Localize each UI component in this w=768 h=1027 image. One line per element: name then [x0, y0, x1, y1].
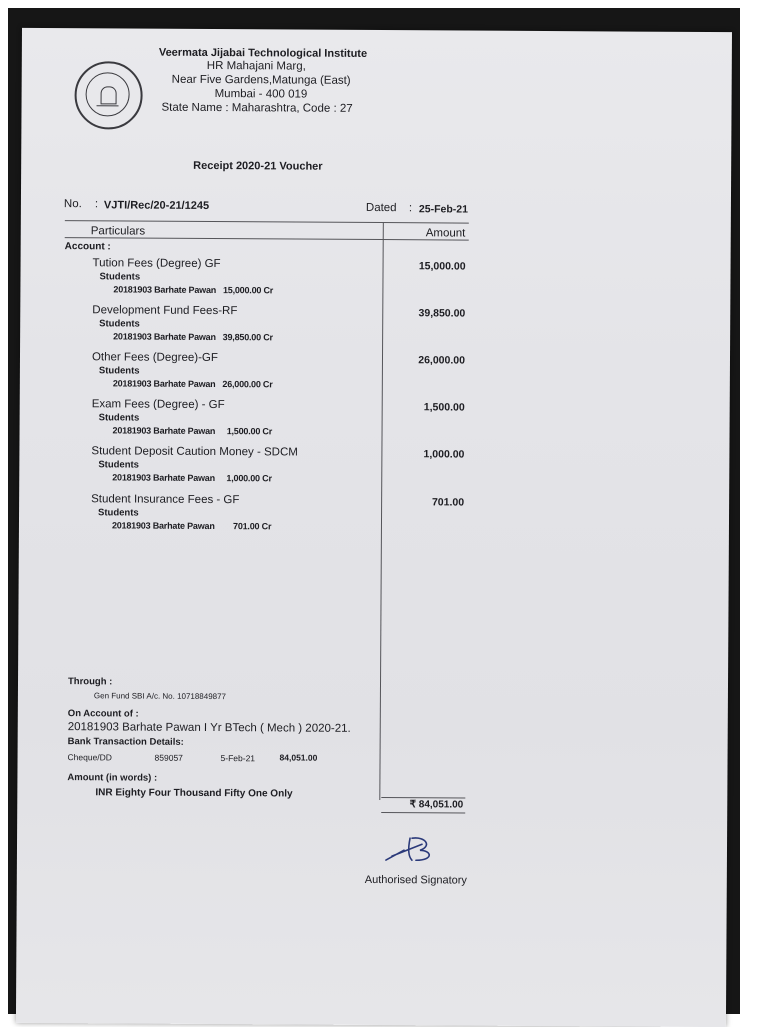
on-account-label: On Account of : — [67, 708, 139, 720]
line-item-amount: 701.00 — [431, 496, 465, 509]
total-amount: ₹ 84,051.00 — [409, 799, 464, 811]
line-item-sub: Students — [98, 412, 140, 424]
voucher-number-label: No. — [63, 198, 82, 211]
table-header-rule — [65, 237, 469, 240]
address-line-3: Mumbai - 400 019 — [214, 88, 308, 101]
line-item-detail: 20181903 Barhate Pawan 39,850.00 Cr — [113, 331, 273, 343]
address-line-1: HR Mahajani Marg, — [206, 59, 306, 73]
line-item-title: Tution Fees (Degree) GF — [92, 257, 221, 271]
line-item-title: Other Fees (Degree)-GF — [91, 351, 218, 365]
line-item — [20, 257, 730, 308]
dated-separator: : — [408, 202, 413, 215]
line-item — [19, 398, 729, 449]
bank-details-label: Bank Transaction Details: — [67, 736, 184, 748]
line-item-title: Student Insurance Fees - GF — [91, 493, 240, 507]
total-box — [381, 797, 465, 814]
line-item-sub: Students — [99, 318, 140, 330]
amount-words-label: Amount (in words) : — [67, 772, 158, 784]
line-item-detail: 20181903 Barhate Pawan 15,000.00 Cr — [113, 284, 274, 296]
receipt-voucher — [16, 28, 732, 1027]
column-header-amount: Amount — [425, 227, 466, 240]
line-item-title: Exam Fees (Degree) - GF — [91, 398, 225, 412]
line-item-amount: 39,850.00 — [418, 307, 466, 320]
bank-date: 5-Feb-21 — [220, 753, 256, 764]
line-item-detail: 20181903 Barhate Pawan 26,000.00 Cr — [112, 378, 273, 390]
account-label: Account : — [64, 241, 111, 253]
institute-name: Veermata Jijabai Technological Institute — [158, 46, 368, 60]
address-line-4: State Name : Maharashtra, Code : 27 — [161, 101, 353, 115]
photo-background — [8, 8, 740, 1014]
voucher-title: Receipt 2020-21 Voucher — [193, 159, 323, 173]
voucher-number-value: VJTI/Rec/20-21/1245 — [103, 199, 210, 212]
line-item-sub: Students — [98, 459, 140, 471]
address-line-2: Near Five Gardens,Matunga (East) — [171, 73, 351, 87]
line-item — [20, 351, 730, 402]
dated-value: 25-Feb-21 — [418, 203, 468, 216]
signature-icon — [382, 830, 442, 866]
line-item — [19, 493, 729, 544]
line-item-detail: 20181903 Barhate Pawan 701.00 Cr — [111, 520, 272, 532]
line-item-title: Development Fund Fees-RF — [92, 304, 238, 318]
dated-label: Dated — [365, 201, 397, 215]
line-item-sub: Students — [98, 507, 139, 519]
authorised-signatory: Authorised Signatory — [364, 873, 467, 887]
line-item-sub: Students — [99, 271, 141, 283]
line-item-detail: 20181903 Barhate Pawan 1,500.00 Cr — [112, 425, 273, 437]
amount-words-value: INR Eighty Four Thousand Fifty One Only — [95, 787, 293, 800]
line-item-amount: 15,000.00 — [418, 260, 466, 273]
through-value: Gen Fund SBI A/c. No. 10718849877 — [93, 691, 227, 702]
column-header-particulars: Particulars — [90, 225, 146, 238]
through-label: Through : — [67, 676, 113, 688]
line-item-amount: 1,000.00 — [423, 448, 465, 461]
institute-logo-icon — [74, 61, 142, 129]
bank-mode: Cheque/DD — [67, 752, 113, 763]
line-item-sub: Students — [98, 365, 140, 377]
line-item — [20, 304, 730, 355]
line-item-amount: 26,000.00 — [418, 354, 466, 367]
voucher-number-separator: : — [94, 198, 99, 211]
on-account-value: 20181903 Barhate Pawan I Yr BTech ( Mech ) 2020-21. — [67, 721, 351, 735]
line-item — [19, 445, 729, 496]
line-item-title: Student Deposit Caution Money - SDCM — [91, 445, 298, 459]
bank-instrument-number: 859057 — [154, 752, 183, 763]
line-item-amount: 1,500.00 — [423, 401, 465, 414]
table-top-rule — [65, 220, 469, 223]
bank-amount: 84,051.00 — [279, 752, 318, 763]
line-item-detail: 20181903 Barhate Pawan 1,000.00 Cr — [112, 472, 272, 484]
